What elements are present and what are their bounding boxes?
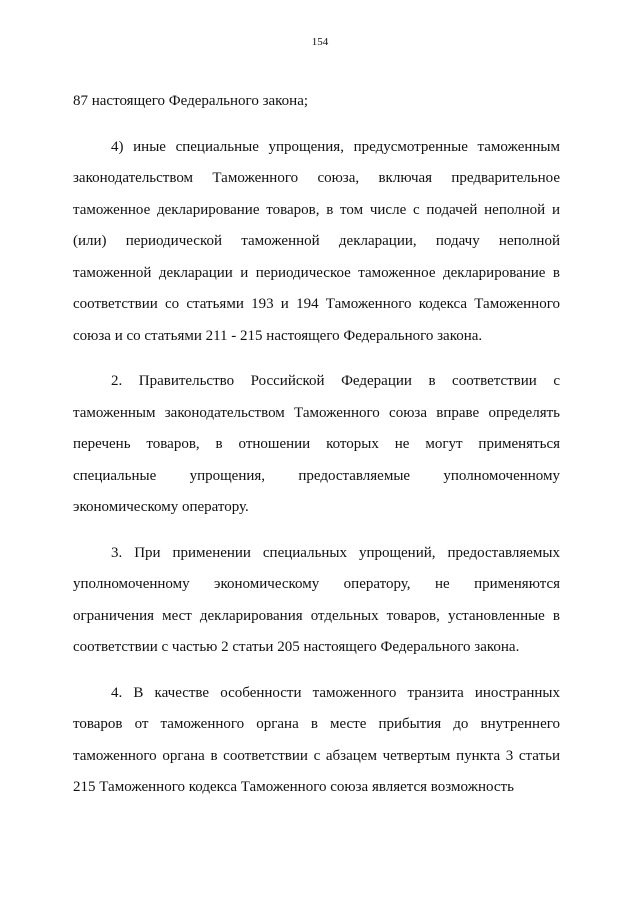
- paragraph-section-3: 3. При применении специальных упрощений, предоставляемых уполномоченному экономическому оператору, не применяются ограничения мест декларирования отдельных товаров, установленные в соответствии с частью 2 статьи 205 настоящего Федерального закона.: [73, 544, 560, 655]
- page-number: 154: [311, 36, 329, 48]
- paragraph-section-4: 4. В качестве особенности таможенного транзита иностранных товаров от таможенного органа в месте прибытия до внутреннего таможенного органа в соответствии с абзацем четвертым пункта 3 статьи 215 Таможенного кодекса Таможенного союза является возможность: [73, 684, 560, 795]
- paragraph-section-2: 2. Правительство Российской Федерации в соответствии с таможенным законодательством Таможенного союза вправе определять перечень товаров, в отношении которых не могут применяться специальные упрощения, предоставляемые уполномоченному экономическому оператору.: [73, 373, 560, 515]
- document-body: [73, 86, 560, 818]
- paragraph-item-4: 4) иные специальные упрощения, предусмотренные таможенным законодательством Таможенного союза, включая предварительное таможенное декларирование товаров, в том числе с подачей неполной и (или) периодической таможенной декларации, подачу неполной таможенной декларации и периодическое таможенное декларирование в соответствии со статьями 193 и 194 Таможенного кодекса Таможенного союза и со статьями 211 - 215 настоящего Федерального закона.: [73, 138, 560, 344]
- paragraph-continuation: 87 настоящего Федерального закона;: [73, 93, 309, 109]
